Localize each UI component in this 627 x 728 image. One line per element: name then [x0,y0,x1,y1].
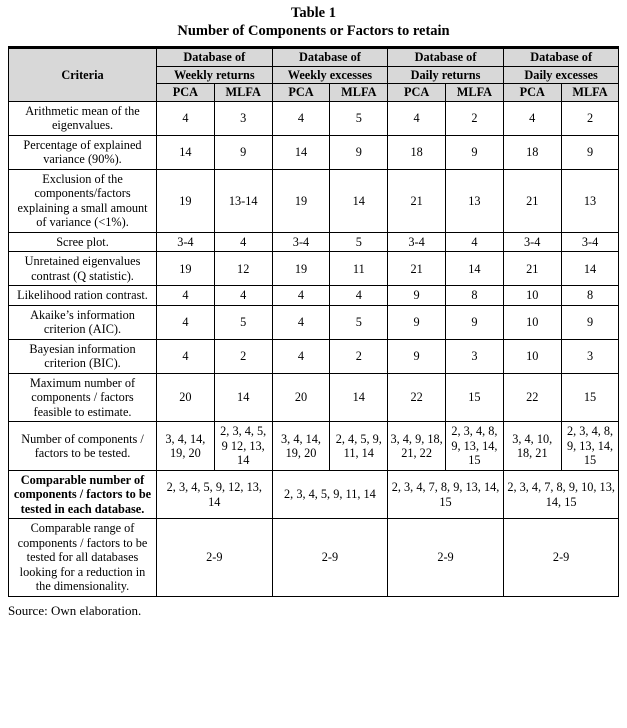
table-row [9,135,619,169]
value-cell: 15 [446,373,504,422]
value-cell: 5 [330,232,388,252]
value-cell: 2 [214,339,272,373]
value-cell: 10 [503,305,561,339]
criteria-cell: Number of components / factors to be tested. [9,422,157,471]
value-cell: 12 [214,252,272,286]
value-cell: 9 [330,135,388,169]
value-cell: 10 [503,286,561,306]
value-cell: 4 [157,339,215,373]
document-page [8,0,619,619]
header-row-database [9,48,619,67]
value-cell: 20 [272,373,330,422]
value-cell: 3-4 [388,232,446,252]
table-row [9,305,619,339]
criteria-cell: Bayesian information criterion (BIC). [9,339,157,373]
value-cell: 19 [272,169,330,232]
database-of-header-3: Database of [388,48,504,67]
mlfa-header-de: MLFA [561,84,619,102]
value-cell: 4 [446,232,504,252]
table-title: Table 1 [291,5,336,21]
table-row [9,286,619,306]
value-cell: 14 [157,135,215,169]
value-cell: 2, 3, 4, 7, 8, 9, 13, 14, 15 [388,470,504,519]
pca-header-wr: PCA [157,84,215,102]
value-cell: 9 [446,135,504,169]
value-cell: 18 [388,135,446,169]
value-cell: 4 [157,286,215,306]
group-daily-excesses: Daily excesses [503,66,619,84]
criteria-cell: Percentage of explained variance (90%). [9,135,157,169]
table-row [9,339,619,373]
table-row [9,252,619,286]
value-cell: 9 [214,135,272,169]
mlfa-header-wr: MLFA [214,84,272,102]
value-cell: 5 [214,305,272,339]
group-daily-returns: Daily returns [388,66,504,84]
value-cell: 19 [157,169,215,232]
value-cell: 21 [503,252,561,286]
value-cell: 9 [561,135,619,169]
value-cell: 3-4 [503,232,561,252]
value-cell: 21 [503,169,561,232]
criteria-cell: Likelihood ration contrast. [9,286,157,306]
value-cell: 3, 4, 10, 18, 21 [503,422,561,471]
value-cell: 3-4 [561,232,619,252]
database-of-header-2: Database of [272,48,388,67]
value-cell: 2, 3, 4, 7, 8, 9, 10, 13, 14, 15 [503,470,619,519]
criteria-cell: Scree plot. [9,232,157,252]
value-cell: 3 [214,101,272,135]
value-cell: 9 [388,305,446,339]
value-cell: 4 [503,101,561,135]
value-cell: 4 [157,101,215,135]
value-cell: 3-4 [272,232,330,252]
value-cell: 8 [561,286,619,306]
value-cell: 2, 3, 4, 5, 9, 11, 14 [272,470,388,519]
value-cell: 9 [388,339,446,373]
value-cell: 22 [503,373,561,422]
criteria-cell: Exclusion of the components/factors explaining a small amount of variance (<1%). [9,169,157,232]
source-note: Source: Own elaboration. [8,602,142,618]
comparable-range-row [9,519,619,597]
value-cell: 4 [272,339,330,373]
value-cell: 19 [272,252,330,286]
value-cell: 3, 4, 14, 19, 20 [157,422,215,471]
pca-header-dr: PCA [388,84,446,102]
value-cell: 2-9 [388,519,504,597]
value-cell: 4 [330,286,388,306]
criteria-header-cell: Criteria [9,48,157,102]
pca-header-de: PCA [503,84,561,102]
value-cell: 15 [561,373,619,422]
table-subtitle: Number of Components or Factors to retain [177,23,450,40]
pca-header-we: PCA [272,84,330,102]
value-cell: 2 [330,339,388,373]
value-cell: 20 [157,373,215,422]
criteria-cell: Maximum number of components / factors feasible to estimate. [9,373,157,422]
value-cell: 4 [272,101,330,135]
value-cell: 2-9 [503,519,619,597]
value-cell: 4 [388,101,446,135]
value-cell: 3-4 [157,232,215,252]
value-cell: 3 [561,339,619,373]
value-cell: 2 [561,101,619,135]
value-cell: 2-9 [157,519,273,597]
mlfa-header-dr: MLFA [446,84,504,102]
table-row [9,422,619,471]
table-row [9,101,619,135]
value-cell: 21 [388,169,446,232]
comparable-number-row [9,470,619,519]
criteria-cell: Akaike’s information criterion (AIC). [9,305,157,339]
value-cell: 22 [388,373,446,422]
value-cell: 14 [446,252,504,286]
criteria-cell: Comparable number of components / factors to be tested in each database. [9,470,157,519]
value-cell: 4 [214,232,272,252]
value-cell: 3 [446,339,504,373]
value-cell: 5 [330,101,388,135]
database-of-header-1: Database of [157,48,273,67]
value-cell: 21 [388,252,446,286]
criteria-cell: Arithmetic mean of the eigenvalues. [9,101,157,135]
table-row [9,169,619,232]
table-row [9,232,619,252]
value-cell: 2, 3, 4, 5, 9 12, 13, 14 [214,422,272,471]
value-cell: 14 [561,252,619,286]
table-caption [8,4,619,40]
value-cell: 11 [330,252,388,286]
criteria-cell: Comparable range of components / factors to be tested for all databases looking for a reduction in the dimensionality. [9,519,157,597]
mlfa-header-we: MLFA [330,84,388,102]
group-weekly-returns: Weekly returns [157,66,273,84]
value-cell: 4 [272,286,330,306]
value-cell: 14 [214,373,272,422]
value-cell: 2-9 [272,519,388,597]
value-cell: 4 [272,305,330,339]
value-cell: 14 [330,169,388,232]
value-cell: 3, 4, 14, 19, 20 [272,422,330,471]
value-cell: 4 [214,286,272,306]
value-cell: 18 [503,135,561,169]
components-factors-table [8,46,619,597]
value-cell: 14 [272,135,330,169]
value-cell: 2, 3, 4, 8, 9, 13, 14, 15 [446,422,504,471]
value-cell: 19 [157,252,215,286]
value-cell: 2, 3, 4, 8, 9, 13, 14, 15 [561,422,619,471]
database-of-header-4: Database of [503,48,619,67]
group-weekly-excesses: Weekly excesses [272,66,388,84]
criteria-cell: Unretained eigenvalues contrast (Q statistic). [9,252,157,286]
value-cell: 13-14 [214,169,272,232]
value-cell: 8 [446,286,504,306]
value-cell: 2, 3, 4, 5, 9, 12, 13, 14 [157,470,273,519]
value-cell: 3, 4, 9, 18, 21, 22 [388,422,446,471]
value-cell: 13 [561,169,619,232]
value-cell: 9 [561,305,619,339]
value-cell: 10 [503,339,561,373]
table-row [9,373,619,422]
value-cell: 4 [157,305,215,339]
value-cell: 2 [446,101,504,135]
value-cell: 9 [388,286,446,306]
value-cell: 14 [330,373,388,422]
value-cell: 13 [446,169,504,232]
value-cell: 2, 4, 5, 9, 11, 14 [330,422,388,471]
value-cell: 9 [446,305,504,339]
value-cell: 5 [330,305,388,339]
